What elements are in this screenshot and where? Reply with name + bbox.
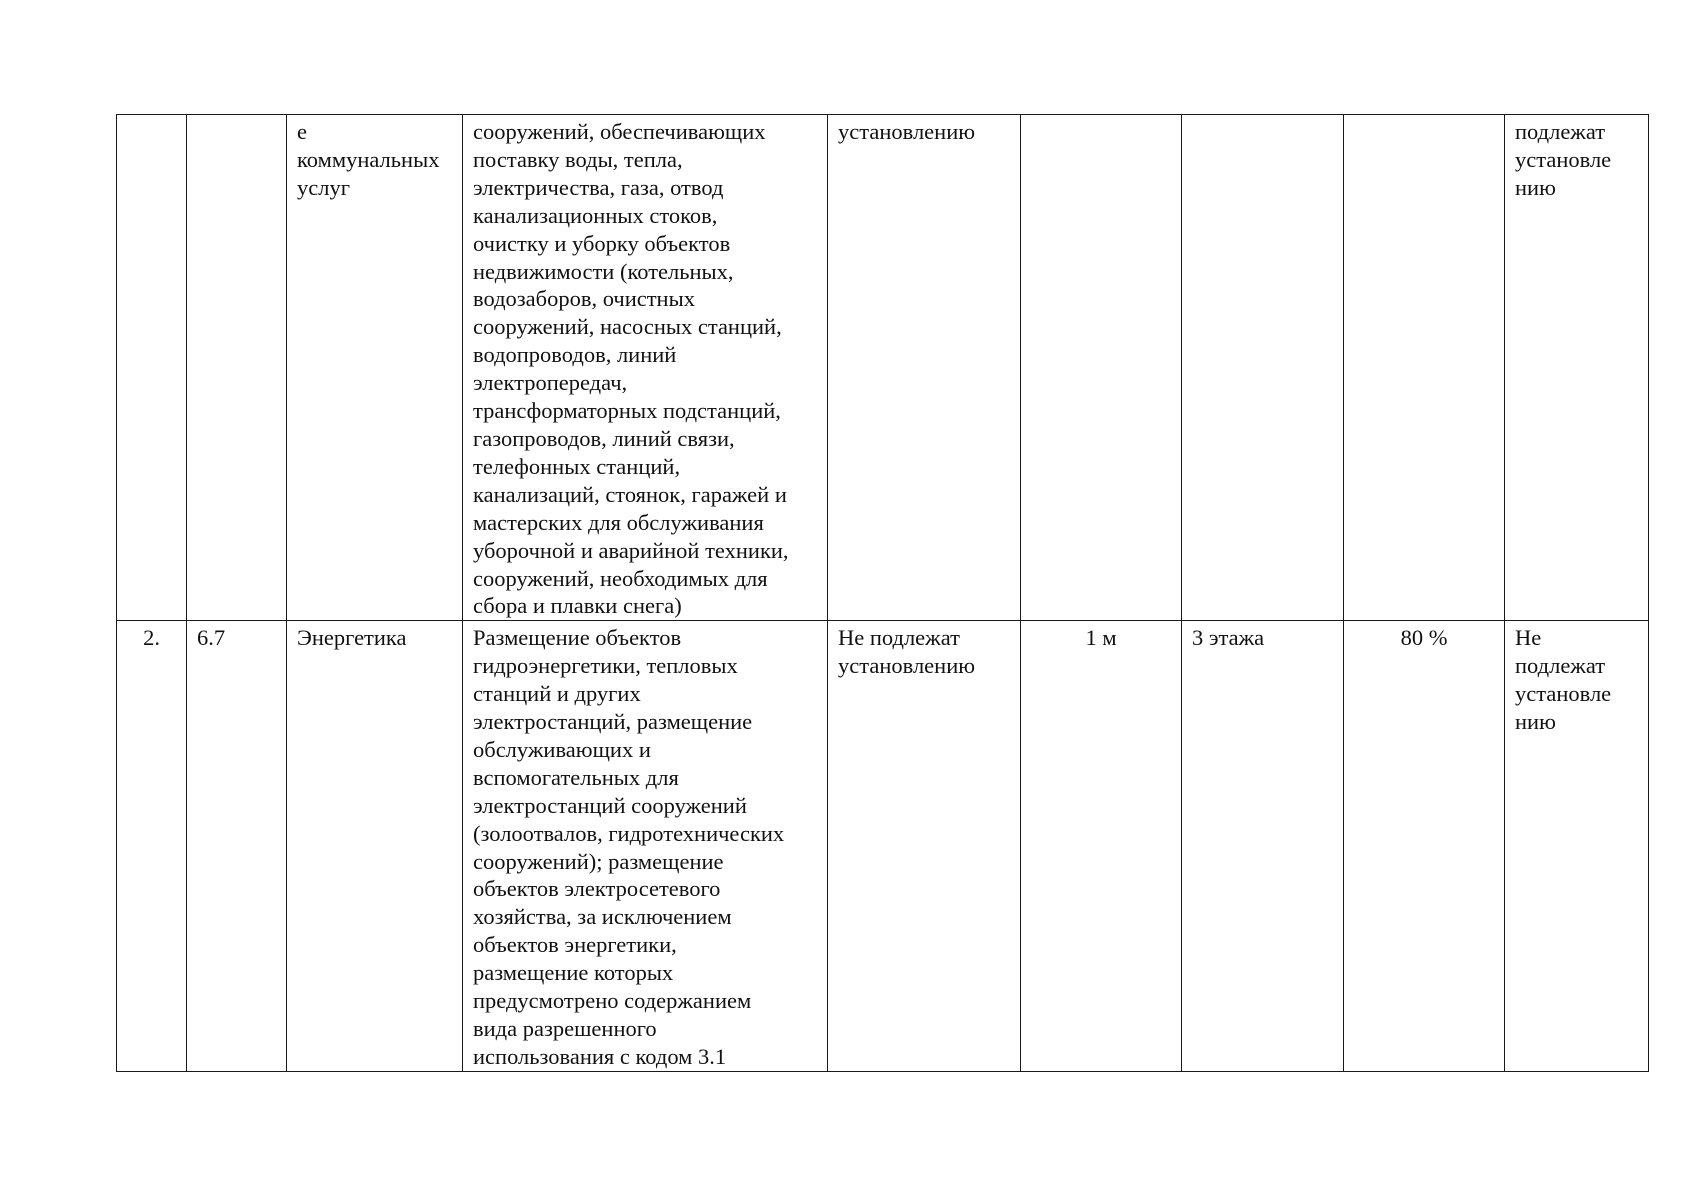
coverage-cell bbox=[1344, 115, 1505, 621]
table-row bbox=[117, 115, 1649, 621]
use-name-cell: е коммунальных услуг bbox=[287, 115, 463, 621]
setback-cell: 1 м bbox=[1021, 621, 1182, 1072]
floors-cell bbox=[1182, 115, 1344, 621]
use-description-cell: сооружений, обеспечивающих поставку воды, тепла, электричества, газа, отвод канализационных стоков, очистку и уборку объектов недвижимости (котельных, водозаборов, очистных сооружений, насосных станций, водопроводов, линий электропередач, трансформаторных подстанций, газопроводов, линий связи, телефонных станций, канализаций, стоянок, гаражей и мастерских для обслуживания уборочной и аварийной техники, сооружений, необходимых для сбора и плавки снега) bbox=[463, 115, 828, 621]
other-params-cell: подлежат установле нию bbox=[1505, 115, 1649, 621]
use-code-cell: 6.7 bbox=[187, 621, 287, 1072]
table-row bbox=[117, 621, 1649, 1072]
plot-size-cell: Не подлежат установлению bbox=[828, 621, 1021, 1072]
use-name-cell: Энергетика bbox=[287, 621, 463, 1072]
use-description-cell: Размещение объектов гидроэнергетики, тепловых станций и других электростанций, размещение обслуживающих и вспомогательных для электростанций сооружений (золоотвалов, гидротехнических сооружений); размещение объектов электросетевого хозяйства, за исключением объектов энергетики, размещение которых предусмотрено содержанием вида разрешенного использования с кодом 3.1 bbox=[463, 621, 828, 1072]
other-params-cell: Не подлежат установле нию bbox=[1505, 621, 1649, 1072]
coverage-cell: 80 % bbox=[1344, 621, 1505, 1072]
document-page bbox=[116, 114, 1649, 1072]
regulations-table bbox=[116, 114, 1649, 1072]
floors-cell: 3 этажа bbox=[1182, 621, 1344, 1072]
use-code-cell bbox=[187, 115, 287, 621]
row-number-cell: 2. bbox=[117, 621, 187, 1072]
row-number-cell bbox=[117, 115, 187, 621]
plot-size-cell: установлению bbox=[828, 115, 1021, 621]
setback-cell bbox=[1021, 115, 1182, 621]
